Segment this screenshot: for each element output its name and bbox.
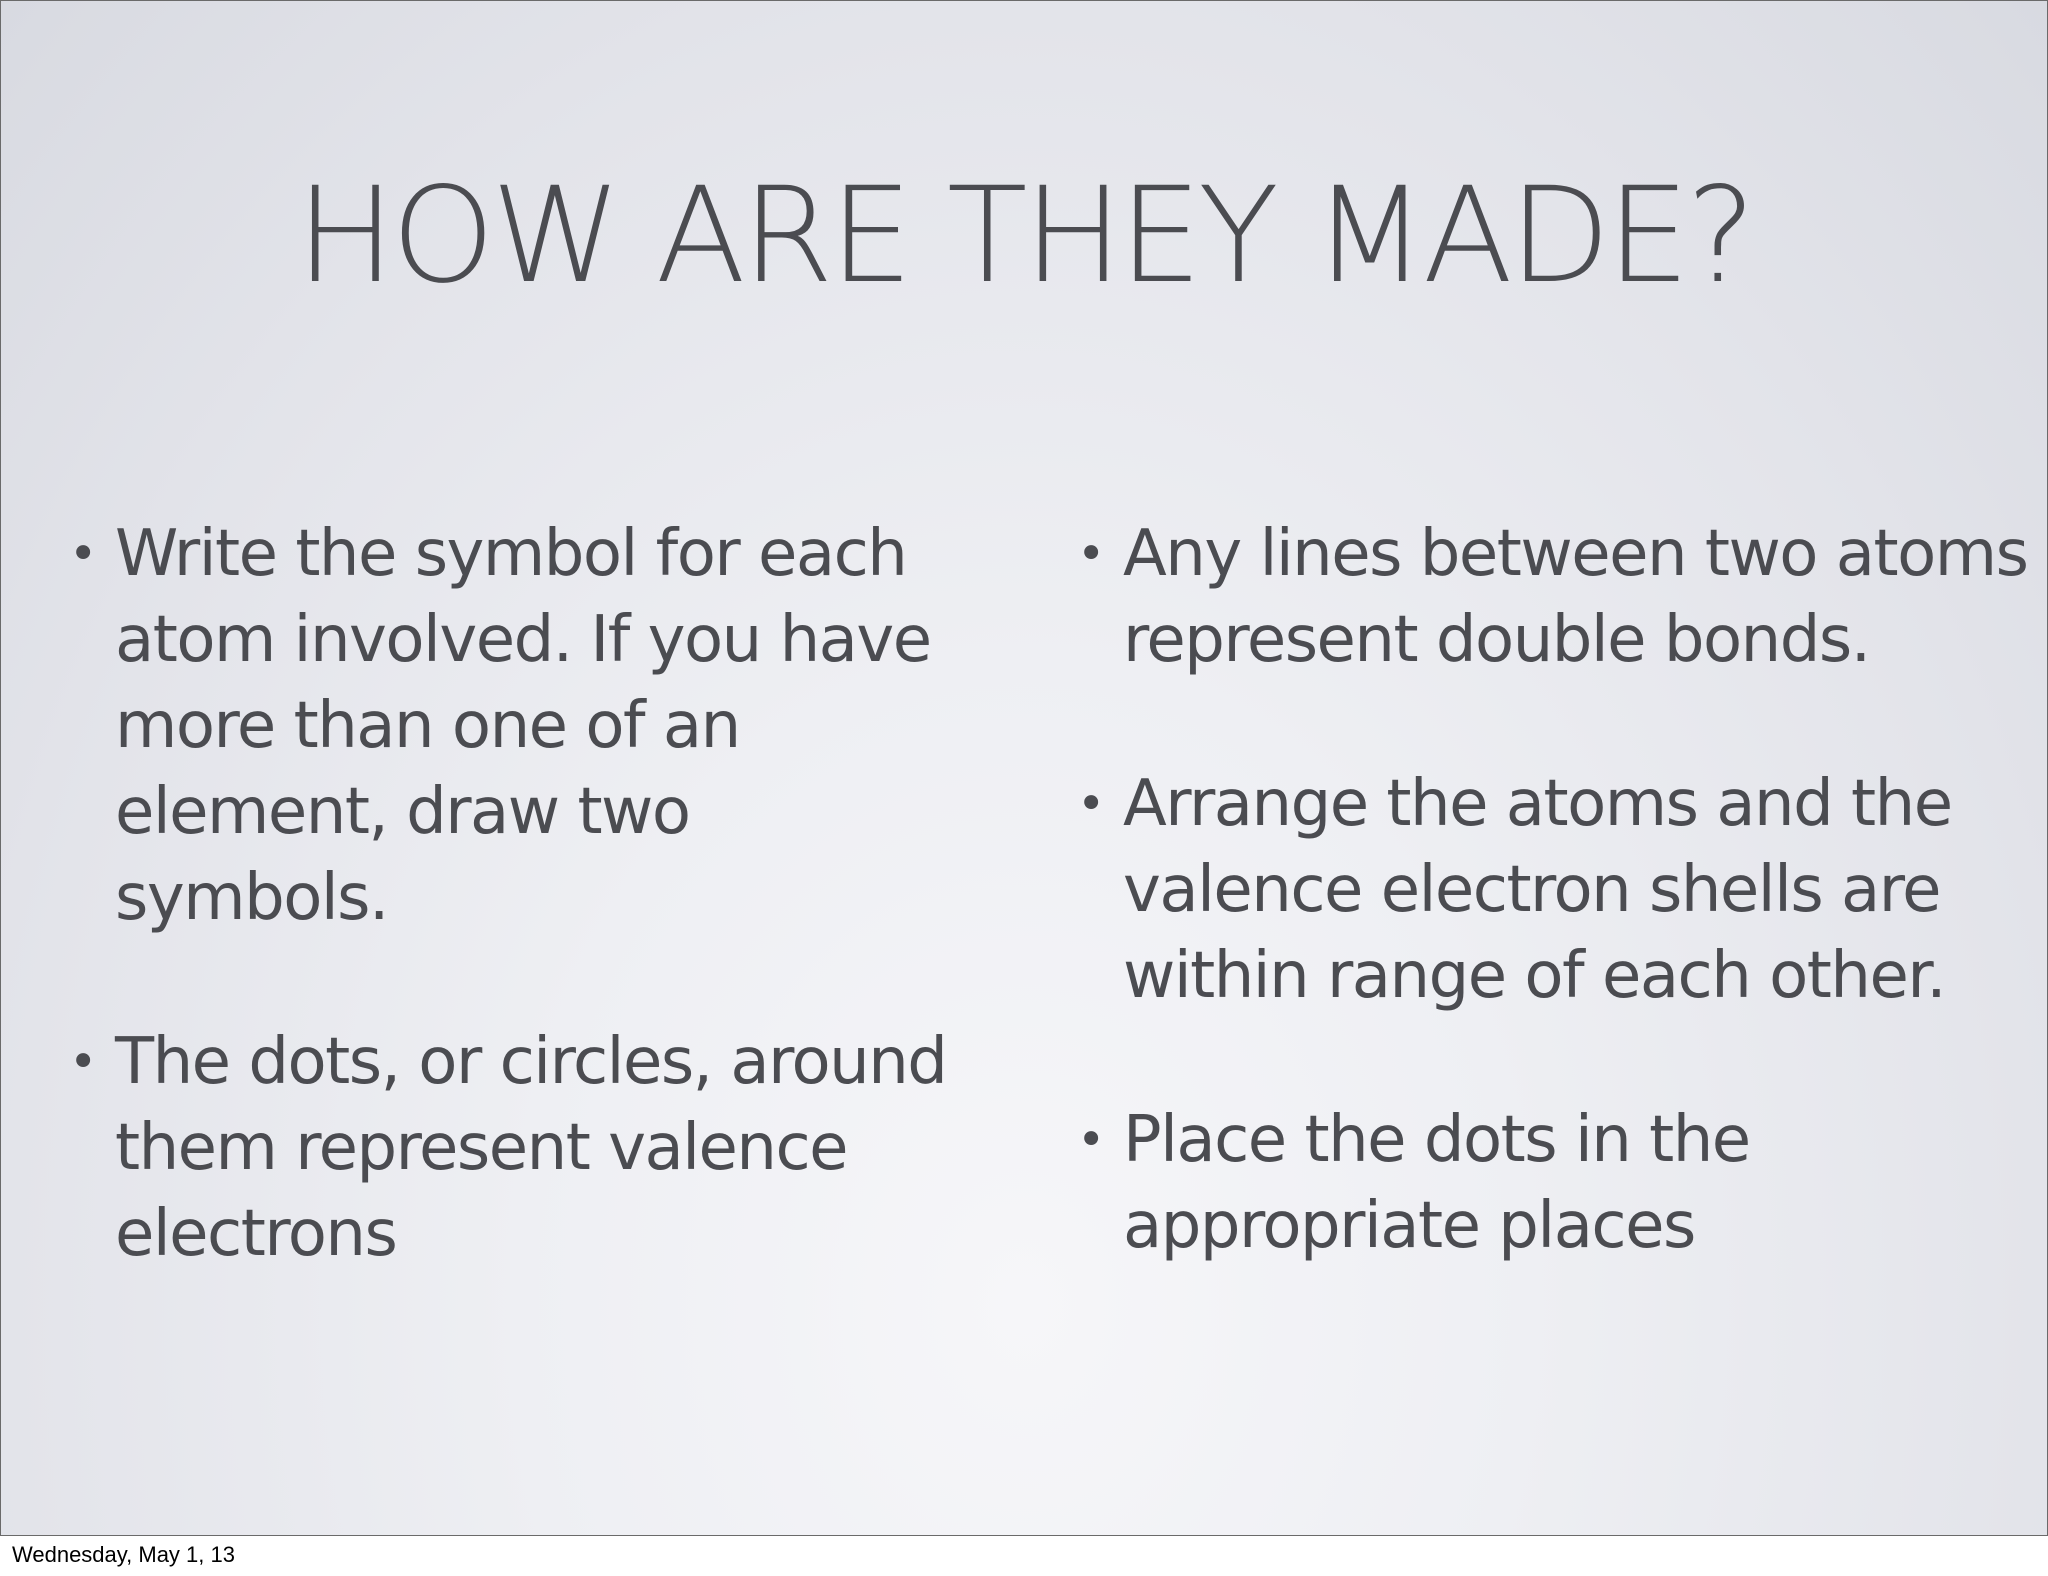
bullet-item [1069,511,2029,683]
bullet-text: Write the symbol for each atom involved. If you have more than one of an element, draw two symbols. [115,517,931,935]
bullet-icon: • [1077,776,1104,832]
bullet-text: The dots, or circles, around them represent valence electrons [115,1025,947,1271]
slide-title: HOW ARE THEY MADE? [295,159,1753,313]
footer-date: Wednesday, May 1, 13 [12,1542,235,1567]
bullet-text: Any lines between two atoms represent double bonds. [1123,517,2028,677]
bullet-item [61,1019,961,1277]
bullet-icon: • [69,1034,96,1090]
bullet-item [1069,761,2029,1019]
bullet-icon: • [69,526,96,582]
right-bullet-list [1069,511,2029,1347]
bullet-text: Arrange the atoms and the valence electron shells are within range of each other. [1123,767,1952,1013]
left-bullet-list [61,511,961,1355]
bullet-icon: • [1077,526,1104,582]
bullet-item [61,511,961,941]
bullet-item [1069,1097,2029,1269]
bullet-text: Place the dots in the appropriate places [1123,1103,1750,1263]
bullet-icon: • [1077,1112,1104,1168]
